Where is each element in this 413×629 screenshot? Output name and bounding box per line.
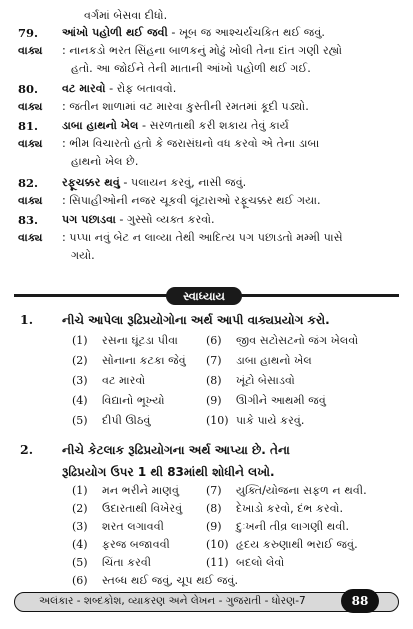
example-line: : જતીન શાળામાં વટ મારવા કુસ્તીની રમતમાં કૂદી પડ્યો. [62,100,309,113]
idiom-term: પગ પછાડવા [62,213,116,226]
question-number: 1. [20,312,34,327]
example-line: : નાનકડો ભરત સિંહના બાળકનું મોઢું ખોલી તેના દાંત ગણી રહ્યો [62,44,343,57]
question-text: નીચે કેટલાક રૂઢિપ્રયોગના અર્થ આપ્યા છે. તેના [62,443,290,457]
continuation-text: વર્ગમાં બેસવા દીધો. [84,9,168,22]
example-line: ગયો. [71,249,95,262]
q2-option: (1) મન ભરીને માણવું [72,484,179,497]
example-label: વાક્ય [18,44,43,57]
example-label: વાક્ય [18,194,43,207]
q1-option: (9) ઊગીને આથમી જવું [206,394,326,407]
example-line: : ભીમ વિચારતો હતો કે જરાસંઘનો વધ કરવો એ તેના ડાબા [62,137,320,150]
idiom-term: આંખો પહોળી થઈ જવી [62,26,168,39]
q2-option: (11) બદલો લેવો [206,556,285,569]
q2-option: (4) ફરજ બજાવવી [72,538,170,551]
q2-option: (2) ઉદારતાથી વિખેરવું [72,502,183,515]
question-text: રૂઢિપ્રયોગ ઉપર 1 થી 83માંથી શોધીને લખો. [62,465,275,479]
idiom-term: ડાબા હાથનો ખેલ [62,119,139,132]
example-label: વાક્ય [18,100,43,113]
idiom-term: વટ મારવો [62,82,106,95]
example-line: : પપ્પા નવું બેટ ન લાવ્યા તેથી આદિત્ય પગ પછાડતો મમ્મી પાસે [62,231,343,244]
q2-option: (6) સ્તબ્ધ થઈ જવું, ચૂપ થઈ જવું. [72,574,239,587]
q1-option: (1) રસના ઘૂંટડા પીવા [72,334,178,347]
entry-number: 83. [18,213,39,227]
example-line: હાથનો ખેલ છે. [71,155,139,168]
q2-option: (8) દેખાડો કરવો, દંભ કરવો. [206,502,344,515]
idiom-meaning: - ગુસ્સો વ્યક્ત કરવો. [115,213,215,226]
q1-option: (3) વટ મારવો [72,374,146,387]
q2-option: (10) હૃદય કરુણાથી ભરાઈ જવું. [206,538,358,551]
entry-number: 81. [18,119,39,133]
q1-option: (4) વિદ્યાનો ભૂખ્યો [72,394,165,407]
example-label: વાક્ય [18,137,43,150]
section-title: સ્વાધ્યાય [166,287,242,305]
q2-option: (5) ચિંતા કરવી [72,556,152,569]
example-line: હતો. આ જોઈને તેની માતાની આંખો પહોળી થઈ ગઈ. [71,62,311,75]
q1-option: (2) સોનાના કટકા જેવું [72,354,186,367]
q1-option: (7) ડાબા હાથનો ખેલ [206,354,312,367]
q2-option: (3) શરત લગાવવી [72,520,164,533]
example-label: વાક્ય [18,231,43,244]
example-line: : સિપાહીઓની નજર ચૂકવી લૂંટારાઓ રફૂચક્કર થઈ ગયા. [62,194,321,207]
footer-text: અલંકાર - શબ્દકોશ, વ્યાકરણ અને લેખન - ગુજરાતી - ધોરણ-7 [39,595,306,607]
q2-option: (9) દુઃખની તીવ્ર લાગણી થવી. [206,520,350,533]
question-text: નીચે આપેલા રૂઢિપ્રયોગોના અર્થ આપી વાક્યપ્રયોગ કરો. [62,313,330,327]
q1-option: (6) જીવ સટોસટનો જંગ ખેલવો [206,334,359,347]
q1-option: (8) ખૂંટો બેસાડવો [206,374,295,387]
q1-option: (5) દીપી ઊઠવું [72,414,151,427]
idiom-meaning: - રોફ બતાવવો. [105,82,177,95]
idiom-meaning: - સરળતાથી કરી શકાય તેવું કાર્ય [138,119,289,132]
idiom-meaning: - પલાયન કરવું, નાસી જવું. [119,176,247,189]
q1-option: (10) પાકે પાયે કરવું. [206,414,305,427]
section-heading [14,287,399,303]
entry-number: 80. [18,82,39,96]
q2-option: (7) યુક્તિ/યોજના સફળ ન થવી. [206,484,367,497]
question-number: 2. [20,442,34,457]
idiom-term: રફૂચક્કર થવું [62,176,120,189]
entry-number: 79. [18,26,39,40]
entry-number: 82. [18,176,39,190]
idiom-meaning: - ખૂબ જ આશ્ચર્યચકિત થઈ જવું. [167,26,325,39]
page-number: 88 [341,589,379,613]
